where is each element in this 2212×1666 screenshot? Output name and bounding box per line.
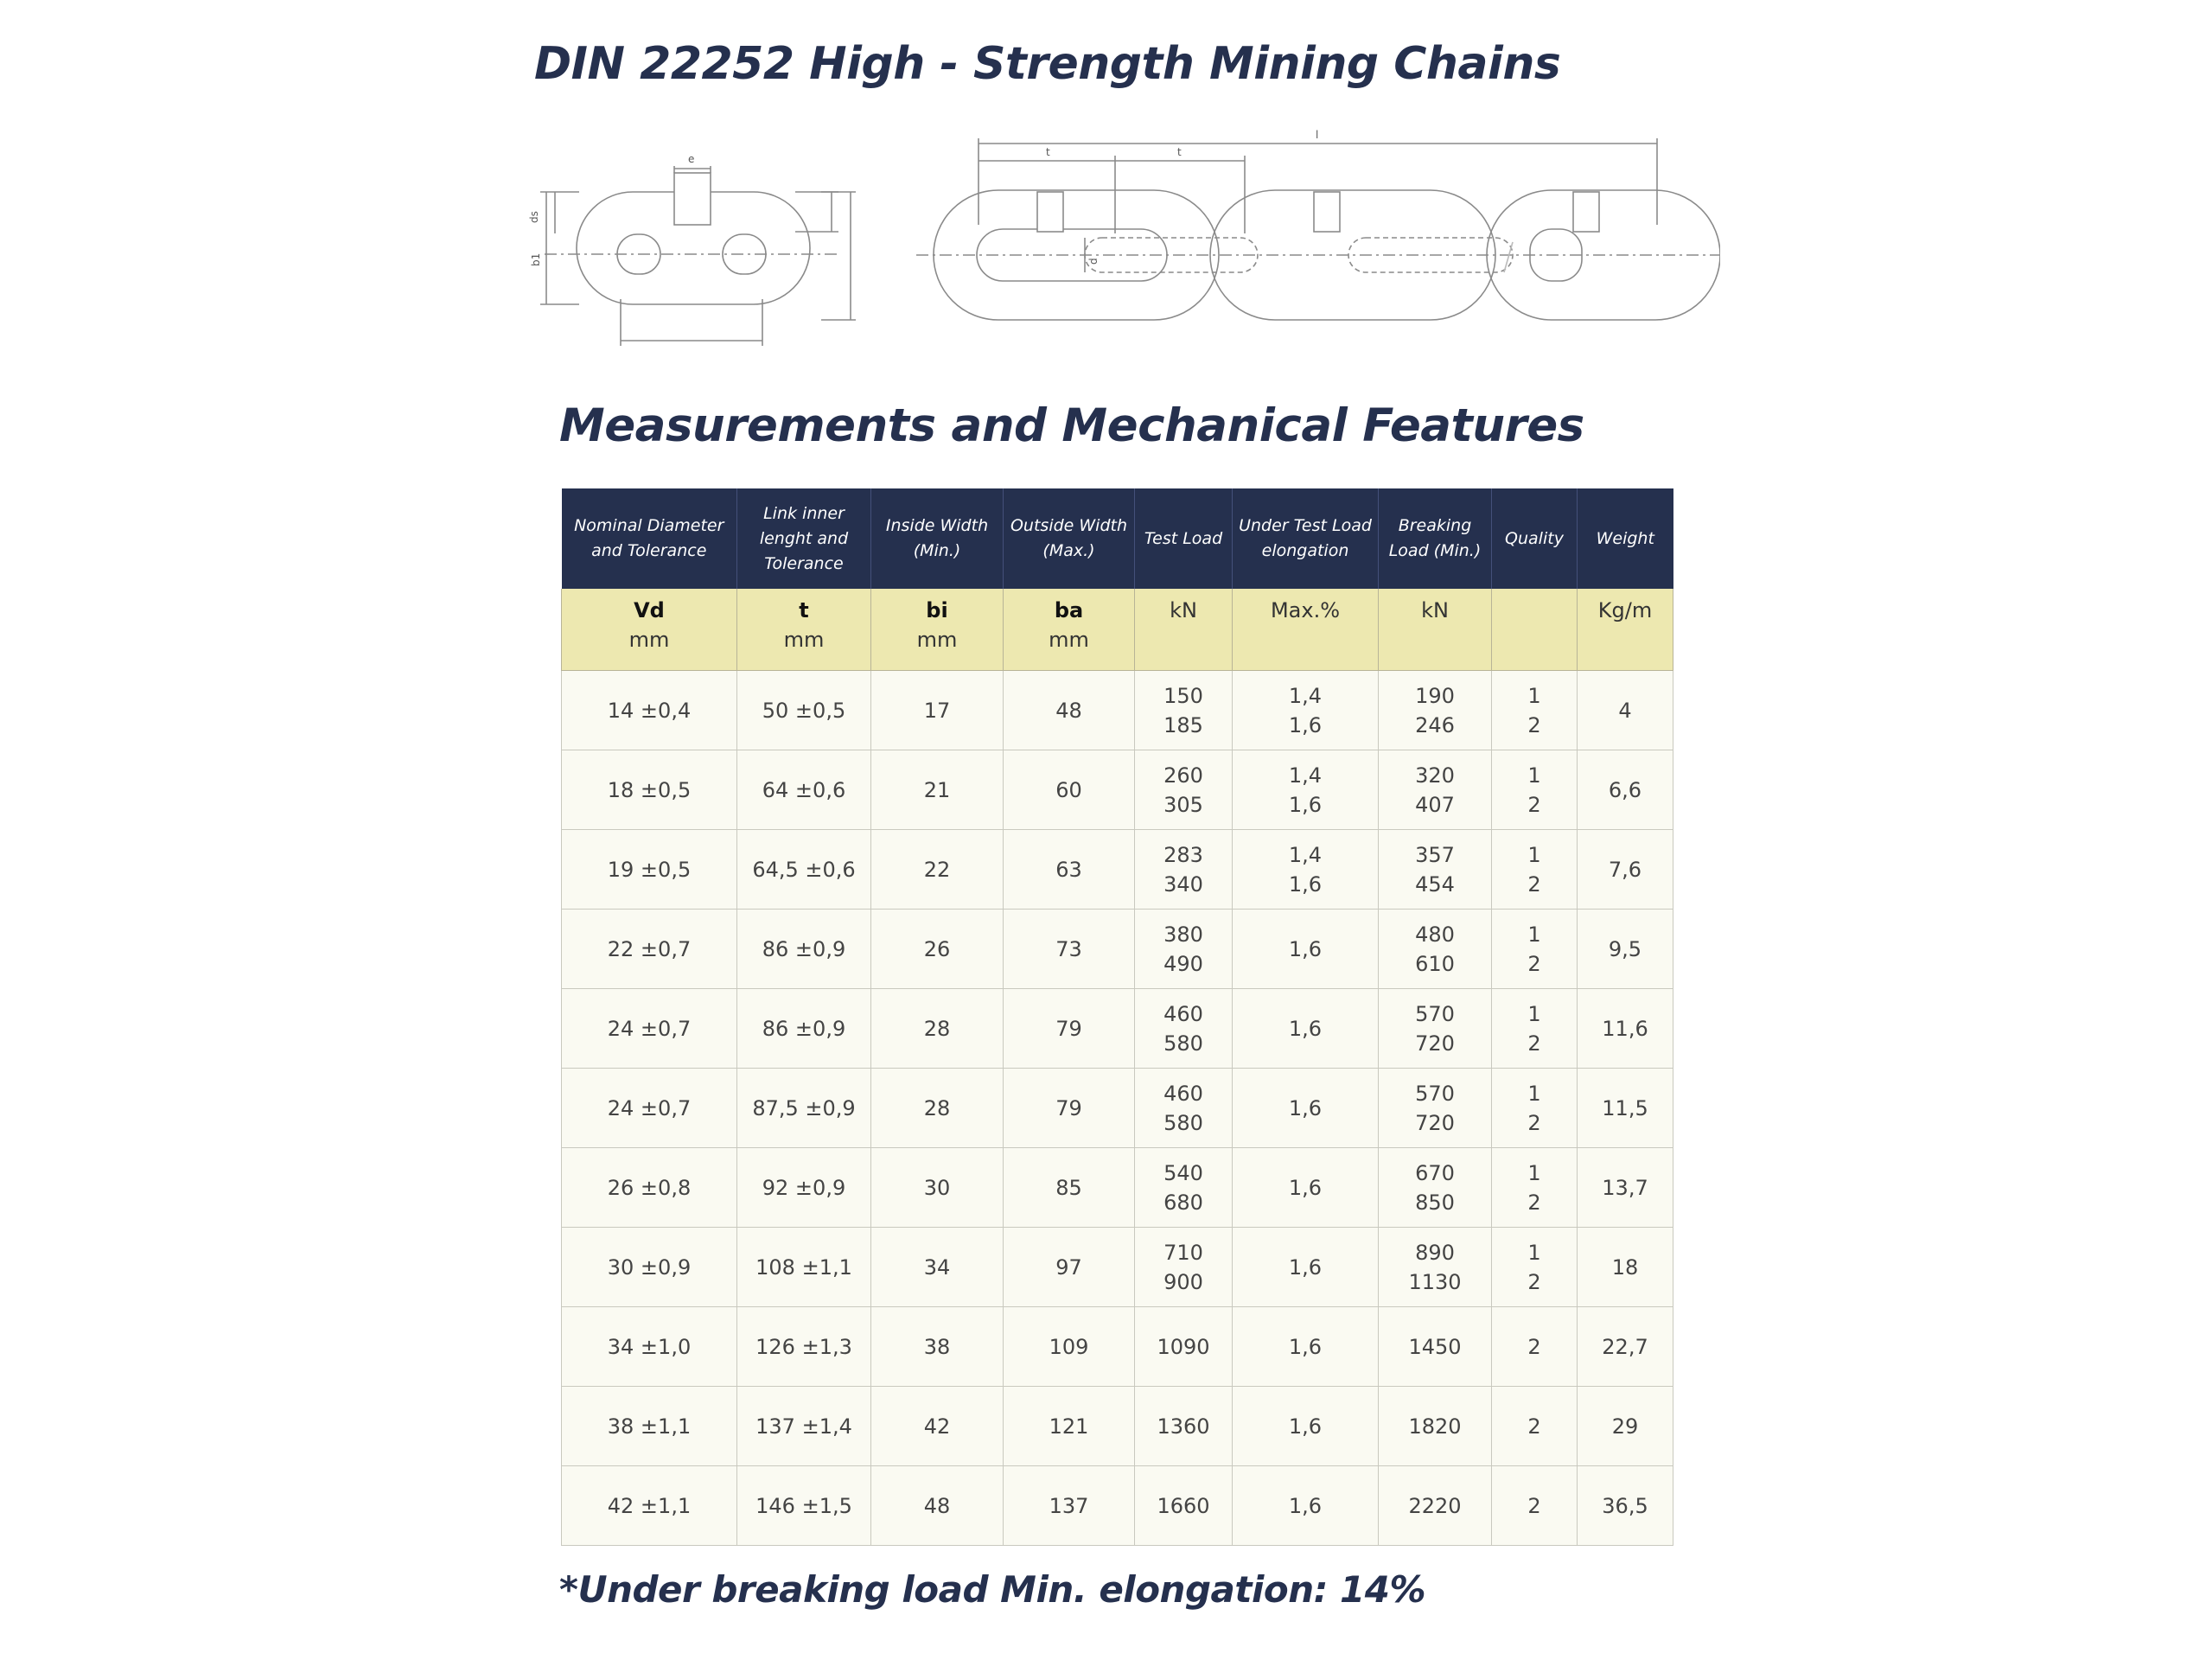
cell-inside: 26 [871, 910, 1004, 989]
cell-value: 1,4 [1288, 842, 1323, 867]
table-row [562, 1069, 1673, 1148]
table-row [562, 1387, 1673, 1466]
cell-test-load [1135, 1307, 1233, 1387]
unit-cell-weight: Kg/m [1578, 589, 1673, 671]
cell-outside: 121 [1004, 1387, 1135, 1466]
cell-elongation [1233, 910, 1379, 989]
cell-value: 1,6 [1288, 1175, 1323, 1200]
cell-value: 1,6 [1288, 1334, 1323, 1359]
cell-value: 1,6 [1288, 1414, 1323, 1439]
table-body [562, 671, 1673, 1546]
footnote: *Under breaking load Min. elongation: 14% [559, 1568, 1426, 1611]
cell-weight: 36,5 [1578, 1466, 1673, 1546]
cell-value: 580 [1163, 1110, 1203, 1135]
cell-diameter: 14 ±0,4 [562, 671, 737, 750]
cell-value: 1,4 [1288, 683, 1323, 708]
cell-value: 890 [1415, 1240, 1455, 1265]
cell-value: 380 [1163, 922, 1203, 947]
cell-length: 64 ±0,6 [737, 750, 871, 830]
cell-value: 460 [1163, 1081, 1203, 1106]
cell-quality [1492, 1148, 1578, 1228]
cell-weight: 6,6 [1578, 750, 1673, 830]
cell-value: 305 [1163, 792, 1203, 817]
cell-inside: 22 [871, 830, 1004, 910]
cell-diameter: 19 ±0,5 [562, 830, 737, 910]
cell-value: 1450 [1408, 1334, 1462, 1359]
cell-length: 126 ±1,3 [737, 1307, 871, 1387]
cell-breaking [1379, 1387, 1492, 1466]
cell-outside: 85 [1004, 1148, 1135, 1228]
unit-cell-t: t mm [737, 589, 871, 671]
cell-value: 2 [1527, 1414, 1541, 1439]
cell-value: 1 [1527, 1081, 1541, 1106]
dim-label-t: t [1046, 146, 1050, 158]
cell-value: 1,6 [1288, 712, 1323, 737]
cell-breaking [1379, 1466, 1492, 1546]
cell-value: 710 [1163, 1240, 1203, 1265]
cell-length: 146 ±1,5 [737, 1466, 871, 1546]
cell-value: 340 [1163, 871, 1203, 897]
cell-elongation [1233, 989, 1379, 1069]
cell-quality [1492, 1069, 1578, 1148]
cell-value: 185 [1163, 712, 1203, 737]
cell-value: 1 [1527, 842, 1541, 867]
cell-value: 1 [1527, 683, 1541, 708]
cell-value: 460 [1163, 1001, 1203, 1026]
dim-label-b1: b1 [530, 252, 542, 266]
cell-value: 1090 [1157, 1334, 1210, 1359]
cell-outside: 60 [1004, 750, 1135, 830]
column-header: Link inner lenght and Tolerance [737, 488, 871, 589]
cell-value: 580 [1163, 1031, 1203, 1056]
table-row [562, 671, 1673, 750]
cell-value: 1 [1527, 1160, 1541, 1185]
unit-cell-vd: Vd mm [562, 589, 737, 671]
cell-diameter: 22 ±0,7 [562, 910, 737, 989]
column-header: Under Test Load elongation [1233, 488, 1379, 589]
cell-value: 1660 [1157, 1493, 1210, 1518]
cell-value: 2 [1527, 1269, 1541, 1294]
link-weld-block [674, 173, 711, 225]
cell-quality [1492, 1466, 1578, 1546]
table-row [562, 1148, 1673, 1228]
cell-outside: 79 [1004, 989, 1135, 1069]
cell-quality [1492, 1307, 1578, 1387]
unit-cell-test-load: kN [1135, 589, 1233, 671]
cell-inside: 30 [871, 1148, 1004, 1228]
cell-elongation [1233, 1148, 1379, 1228]
cell-length: 50 ±0,5 [737, 671, 871, 750]
cell-value: 1,4 [1288, 763, 1323, 788]
cell-value: 2 [1527, 712, 1541, 737]
cell-value: 2 [1527, 792, 1541, 817]
cell-value: 454 [1415, 871, 1455, 897]
cell-value: 2 [1527, 951, 1541, 976]
cell-test-load [1135, 1069, 1233, 1148]
table-row [562, 1228, 1673, 1307]
page-title: DIN 22252 High - Strength Mining Chains [534, 38, 1561, 90]
cell-breaking [1379, 989, 1492, 1069]
cell-diameter: 18 ±0,5 [562, 750, 737, 830]
dim-label-l: l [1316, 129, 1319, 141]
unit-cell-elongation: Max.% [1233, 589, 1379, 671]
column-header: Inside Width (Min.) [871, 488, 1004, 589]
cell-value: 1,6 [1288, 936, 1323, 961]
cell-weight: 11,6 [1578, 989, 1673, 1069]
cell-value: 480 [1415, 922, 1455, 947]
cell-test-load [1135, 671, 1233, 750]
cell-value: 1,6 [1288, 871, 1323, 897]
cell-value: 1130 [1408, 1269, 1462, 1294]
dim-label-ds: ds [528, 211, 540, 223]
cell-elongation [1233, 830, 1379, 910]
table-units-row [562, 589, 1673, 671]
cell-quality [1492, 830, 1578, 910]
cell-value: 1360 [1157, 1414, 1210, 1439]
cell-inside: 17 [871, 671, 1004, 750]
cell-outside: 109 [1004, 1307, 1135, 1387]
table-row [562, 1466, 1673, 1546]
cell-value: 570 [1415, 1081, 1455, 1106]
cell-breaking [1379, 1148, 1492, 1228]
cell-test-load [1135, 910, 1233, 989]
cell-value: 1 [1527, 763, 1541, 788]
dim-label-e: e [688, 153, 695, 165]
spec-table [561, 488, 1673, 1546]
cell-breaking [1379, 830, 1492, 910]
cell-value: 570 [1415, 1001, 1455, 1026]
cell-breaking [1379, 1228, 1492, 1307]
cell-outside: 63 [1004, 830, 1135, 910]
single-link-drawing [527, 147, 873, 354]
cell-elongation [1233, 750, 1379, 830]
cell-inside: 38 [871, 1307, 1004, 1387]
cell-quality [1492, 1387, 1578, 1466]
cell-value: 490 [1163, 951, 1203, 976]
cell-value: 540 [1163, 1160, 1203, 1185]
cell-weight: 4 [1578, 671, 1673, 750]
column-header: Outside Width (Max.) [1004, 488, 1135, 589]
cell-length: 108 ±1,1 [737, 1228, 871, 1307]
cell-value: 850 [1415, 1190, 1455, 1215]
cell-value: 1820 [1408, 1414, 1462, 1439]
cell-length: 87,5 ±0,9 [737, 1069, 871, 1148]
cell-diameter: 42 ±1,1 [562, 1466, 737, 1546]
cell-elongation [1233, 1228, 1379, 1307]
cell-quality [1492, 1228, 1578, 1307]
cell-value: 1,6 [1288, 792, 1323, 817]
cell-outside: 48 [1004, 671, 1135, 750]
cell-quality [1492, 910, 1578, 989]
table-row [562, 750, 1673, 830]
cell-value: 1 [1527, 922, 1541, 947]
cell-value: 900 [1163, 1269, 1203, 1294]
cell-value: 670 [1415, 1160, 1455, 1185]
cell-diameter: 24 ±0,7 [562, 1069, 737, 1148]
cell-length: 86 ±0,9 [737, 989, 871, 1069]
cell-weight: 7,6 [1578, 830, 1673, 910]
cell-elongation [1233, 1069, 1379, 1148]
cell-weight: 29 [1578, 1387, 1673, 1466]
cell-weight: 11,5 [1578, 1069, 1673, 1148]
unit-cell-ba: ba mm [1004, 589, 1135, 671]
cell-elongation [1233, 671, 1379, 750]
cell-test-load [1135, 1148, 1233, 1228]
cell-value: 2 [1527, 871, 1541, 897]
cell-weight: 13,7 [1578, 1148, 1673, 1228]
cell-length: 137 ±1,4 [737, 1387, 871, 1466]
cell-length: 92 ±0,9 [737, 1148, 871, 1228]
cell-elongation [1233, 1307, 1379, 1387]
cell-inside: 42 [871, 1387, 1004, 1466]
cell-value: 2 [1527, 1334, 1541, 1359]
unit-cell-bi: bi mm [871, 589, 1004, 671]
cell-value: 610 [1415, 951, 1455, 976]
cell-elongation [1233, 1466, 1379, 1546]
cell-value: 2 [1527, 1493, 1541, 1518]
cell-test-load [1135, 1387, 1233, 1466]
cell-test-load [1135, 1228, 1233, 1307]
cell-value: 190 [1415, 683, 1455, 708]
table-row [562, 830, 1673, 910]
table-header-row [562, 488, 1673, 589]
table-row [562, 1307, 1673, 1387]
section-title: Measurements and Mechanical Features [559, 399, 1584, 452]
cell-length: 86 ±0,9 [737, 910, 871, 989]
unit-cell-quality [1492, 589, 1578, 671]
cell-breaking [1379, 910, 1492, 989]
cell-diameter: 30 ±0,9 [562, 1228, 737, 1307]
dim-label-t-secondary: t [1177, 146, 1182, 158]
cell-diameter: 24 ±0,7 [562, 989, 737, 1069]
column-header: Quality [1492, 488, 1578, 589]
cell-value: 720 [1415, 1110, 1455, 1135]
column-header: Nominal Diameter and Tolerance [562, 488, 737, 589]
cell-test-load [1135, 1466, 1233, 1546]
cell-outside: 73 [1004, 910, 1135, 989]
cell-value: 720 [1415, 1031, 1455, 1056]
cell-value: 260 [1163, 763, 1203, 788]
cell-value: 283 [1163, 842, 1203, 867]
cell-value: 1,6 [1288, 1493, 1323, 1518]
cell-value: 320 [1415, 763, 1455, 788]
cell-value: 2 [1527, 1110, 1541, 1135]
cell-diameter: 26 ±0,8 [562, 1148, 737, 1228]
cell-weight: 9,5 [1578, 910, 1673, 989]
cell-diameter: 34 ±1,0 [562, 1307, 737, 1387]
cell-breaking [1379, 1307, 1492, 1387]
cell-value: 1,6 [1288, 1016, 1323, 1041]
cell-inside: 34 [871, 1228, 1004, 1307]
cell-quality [1492, 671, 1578, 750]
cell-test-load [1135, 750, 1233, 830]
column-header: Test Load [1135, 488, 1233, 589]
cell-value: 2220 [1408, 1493, 1462, 1518]
cell-inside: 28 [871, 989, 1004, 1069]
column-header: Weight [1578, 488, 1673, 589]
cell-elongation [1233, 1387, 1379, 1466]
cell-breaking [1379, 750, 1492, 830]
unit-cell-breaking: kN [1379, 589, 1492, 671]
cell-outside: 137 [1004, 1466, 1135, 1546]
cell-length: 64,5 ±0,6 [737, 830, 871, 910]
cell-inside: 28 [871, 1069, 1004, 1148]
cell-value: 150 [1163, 683, 1203, 708]
cell-value: 357 [1415, 842, 1455, 867]
chain-drawing [916, 121, 1720, 346]
column-header: Breaking Load (Min.) [1379, 488, 1492, 589]
cell-value: 1 [1527, 1001, 1541, 1026]
cell-value: 1 [1527, 1240, 1541, 1265]
cell-value: 1,6 [1288, 1254, 1323, 1280]
table-row [562, 989, 1673, 1069]
cell-outside: 79 [1004, 1069, 1135, 1148]
cell-diameter: 38 ±1,1 [562, 1387, 737, 1466]
cell-value: 2 [1527, 1031, 1541, 1056]
cell-value: 246 [1415, 712, 1455, 737]
cell-breaking [1379, 1069, 1492, 1148]
cell-test-load [1135, 989, 1233, 1069]
cell-weight: 22,7 [1578, 1307, 1673, 1387]
cell-value: 1,6 [1288, 1095, 1323, 1120]
cell-weight: 18 [1578, 1228, 1673, 1307]
cell-test-load [1135, 830, 1233, 910]
cell-value: 2 [1527, 1190, 1541, 1215]
cell-value: 680 [1163, 1190, 1203, 1215]
cell-value: 407 [1415, 792, 1455, 817]
cell-inside: 48 [871, 1466, 1004, 1546]
dim-label-d: d [1087, 258, 1100, 265]
cell-inside: 21 [871, 750, 1004, 830]
cell-outside: 97 [1004, 1228, 1135, 1307]
table-row [562, 910, 1673, 989]
cell-quality [1492, 750, 1578, 830]
cell-quality [1492, 989, 1578, 1069]
cell-breaking [1379, 671, 1492, 750]
